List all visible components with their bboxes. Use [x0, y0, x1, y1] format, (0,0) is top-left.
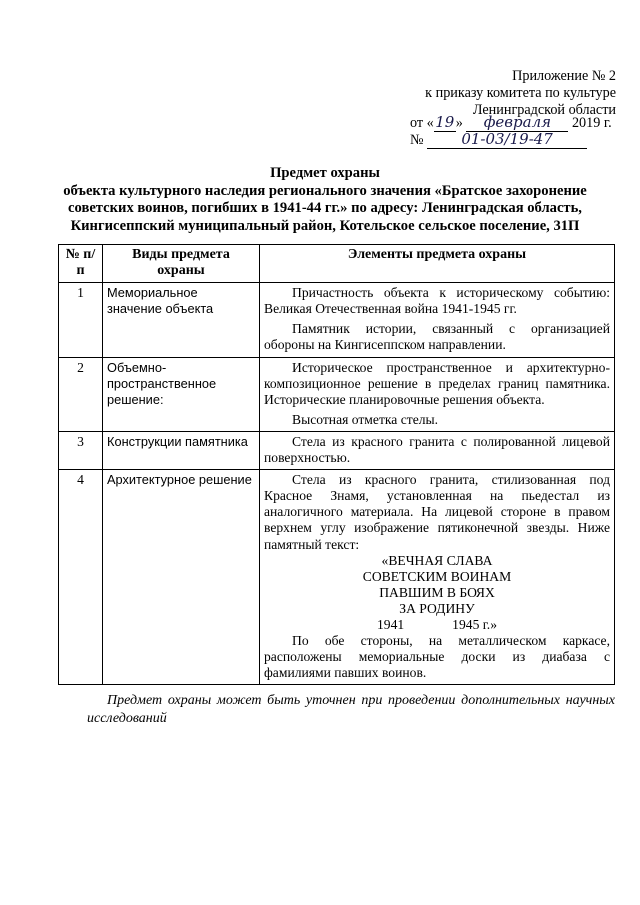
table-row — [59, 470, 615, 685]
row-type: Конструкции памятника — [103, 431, 260, 469]
appendix-line-3: Ленинградской области — [472, 102, 616, 118]
element-intro: Стела из красного гранита, стилизованная под Красное Знамя, установленная на пьедестал из аналогичного материала. На лицевой стороне в правом верхнем углу изображение пятиконечной звезды. Ниже памятный текст: — [264, 472, 610, 552]
element-text: Высотная отметка стелы. — [292, 411, 439, 427]
header-type: Виды предмета охраны — [103, 245, 260, 283]
table-row — [59, 431, 615, 469]
appendix-block — [406, 68, 616, 119]
row-type: Объемно-пространственное решение: — [103, 357, 260, 431]
table-header-row — [59, 245, 615, 283]
number-prefix: № — [410, 132, 424, 148]
date-year: 2019 г. — [571, 115, 612, 131]
row-num: 4 — [59, 470, 103, 685]
inscription-line: ЗА РОДИНУ — [399, 600, 475, 616]
row-elements — [260, 431, 615, 469]
title-line-4: Кингисеппский муниципальный район, Котельское сельское поселение, 31П — [70, 217, 580, 234]
protection-table — [58, 244, 615, 685]
header-elements: Элементы предмета охраны — [260, 245, 615, 283]
date-mid: » — [455, 115, 463, 131]
date-month: февраля — [466, 113, 568, 132]
title-line-2: объекта культурного наследия регионального значения «Братское захоронение — [63, 182, 587, 199]
element-text: Стела из красного гранита с полированной лицевой поверхностью. — [264, 433, 610, 466]
inscription-year-start: 1941 — [376, 616, 405, 632]
inscription-years — [264, 617, 610, 633]
header-num: № п/п — [59, 245, 103, 283]
title-line-1: Предмет охраны — [270, 165, 380, 181]
title-line-3: советских воинов, погибших в 1941-44 гг.» по адресу: Ленинградская область, — [68, 200, 582, 216]
row-num: 3 — [59, 431, 103, 469]
appendix-line-1: Приложение № 2 — [512, 68, 616, 84]
appendix-line-2: к приказу комитета по культуре — [425, 85, 616, 101]
document-title — [60, 165, 590, 235]
table-row — [59, 283, 615, 357]
row-type: Архитектурное решение — [103, 470, 260, 685]
date-prefix: от « — [410, 115, 434, 131]
order-number — [410, 130, 587, 149]
date-day: 19 — [435, 113, 455, 131]
row-num: 2 — [59, 357, 103, 431]
footer-note-text: Предмет охраны может быть уточнен при проведении дополнительных научных исследований — [87, 693, 615, 726]
element-outro: По обе стороны, на металлическом каркасе, расположены мемориальные доски из диабаза с фамилиями павших воинов. — [264, 633, 610, 681]
inscription-year-end: 1945 г.» — [452, 616, 497, 632]
row-elements — [260, 470, 615, 685]
element-text: Историческое пространственное и архитектурно-композиционное решение в пределах границ памятника. Исторические планировочные решения объекта. — [264, 359, 610, 407]
element-text: Причастность объекта к историческому событию: Великая Отечественная война 1941-1945 гг. — [264, 285, 610, 317]
inscription-line: СОВЕТСКИМ ВОИНАМ — [362, 568, 512, 584]
row-type: Мемориальное значение объекта — [103, 283, 260, 357]
inscription-line: «ВЕЧНАЯ СЛАВА — [381, 552, 493, 568]
inscription-line: ПАВШИМ В БОЯХ — [379, 584, 495, 600]
row-num: 1 — [59, 283, 103, 357]
number-value: 01-03/19-47 — [427, 130, 587, 149]
row-elements — [260, 283, 615, 357]
element-text: Памятник истории, связанный с организацией обороны на Кингисеппском направлении. — [264, 321, 610, 353]
table-row — [59, 357, 615, 431]
footer-note — [87, 692, 615, 728]
row-elements — [260, 357, 615, 431]
